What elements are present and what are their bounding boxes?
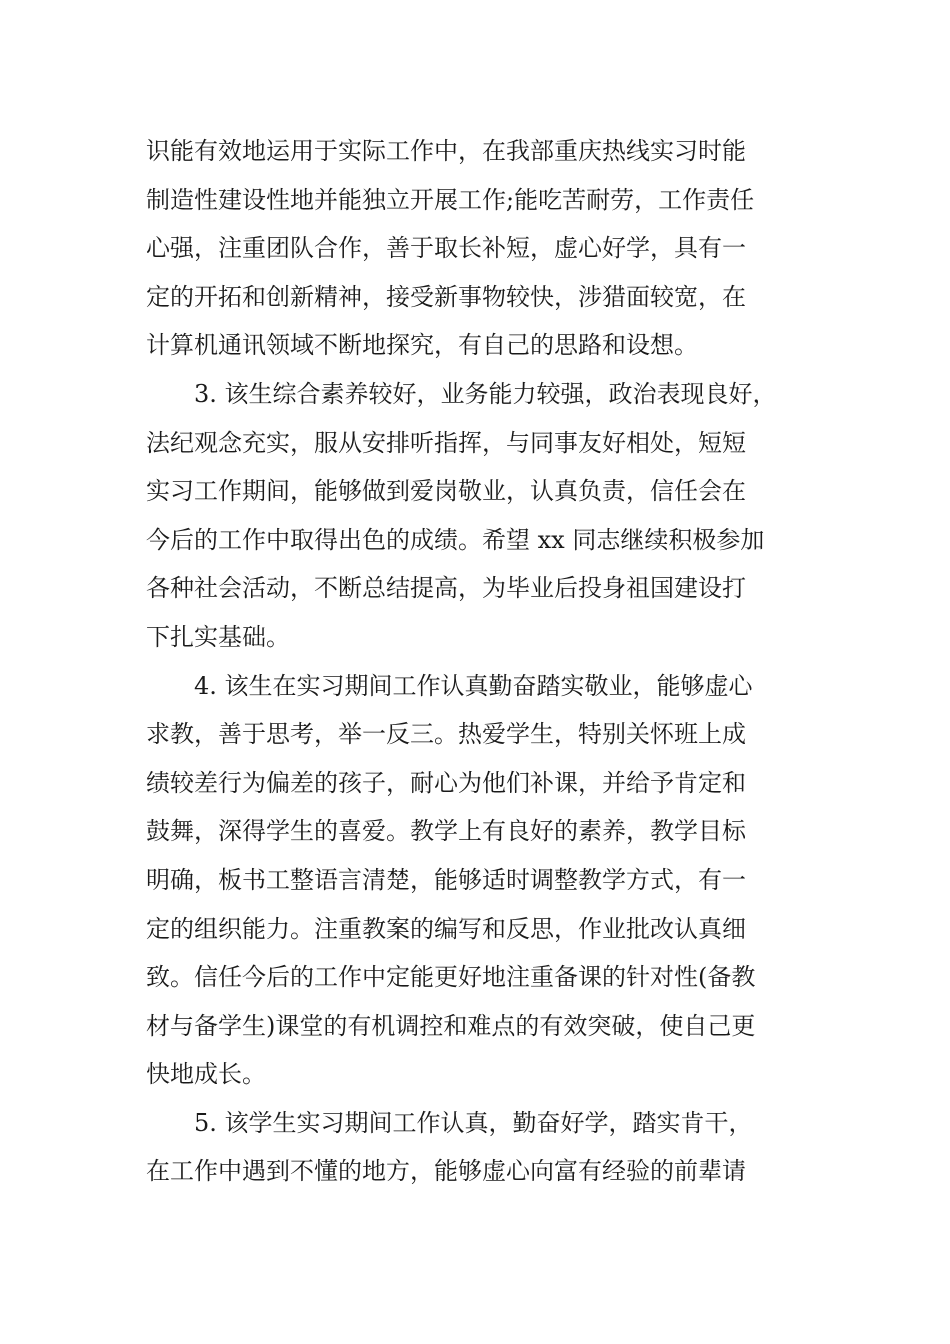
text-line: 今后的工作中取得出色的成绩。希望 xx 同志继续积极参加	[146, 525, 765, 554]
text-line: 材与备学生)课堂的有机调控和难点的有效突破，使自己更	[146, 1011, 756, 1040]
text-line: 实习工作期间，能够做到爱岗敬业，认真负责，信任会在	[146, 477, 746, 506]
paragraph-item-3	[146, 370, 826, 662]
text-line: 法纪观念充实，服从安排听指挥，与同事友好相处，短短	[146, 428, 746, 457]
text-line: 下扎实基础。	[146, 622, 290, 651]
text-line: 3. 该生综合素养较好，业务能力较强，政治表现良好，	[194, 379, 777, 408]
paragraph-continuation	[146, 127, 826, 370]
text-line: 致。信任今后的工作中定能更好地注重备课的针对性(备教	[146, 963, 756, 992]
text-line: 在工作中遇到不懂的地方，能够虚心向富有经验的前辈请	[146, 1157, 746, 1186]
text-line: 快地成长。	[146, 1060, 266, 1089]
text-line: 求教，善于思考，举一反三。热爱学生，特别关怀班上成	[146, 720, 746, 749]
text-line: 定的开拓和创新精神，接受新事物较快，涉猎面较宽，在	[146, 282, 746, 311]
text-line: 明确，板书工整语言清楚，能够适时调整教学方式，有一	[146, 865, 746, 894]
text-line: 计算机通讯领域不断地探究，有自己的思路和设想。	[146, 331, 698, 360]
text-line: 5. 该学生实习期间工作认真，勤奋好学，踏实肯干，	[194, 1108, 753, 1137]
text-line: 4. 该生在实习期间工作认真勤奋踏实敬业，能够虚心	[194, 671, 753, 700]
text-line: 制造性建设性地并能独立开展工作;能吃苦耐劳，工作责任	[146, 185, 755, 214]
text-line: 鼓舞，深得学生的喜爱。教学上有良好的素养，教学目标	[146, 817, 746, 846]
paragraph-item-5	[146, 1099, 826, 1196]
document-body	[146, 127, 826, 1196]
text-line: 绩较差行为偏差的孩子，耐心为他们补课，并给予肯定和	[146, 768, 746, 797]
text-line: 定的组织能力。注重教案的编写和反思，作业批改认真细	[146, 914, 746, 943]
text-line: 各种社会活动，不断总结提高，为毕业后投身祖国建设打	[146, 574, 746, 603]
paragraph-item-4	[146, 662, 826, 1099]
text-line: 识能有效地运用于实际工作中，在我部重庆热线实习时能	[146, 137, 746, 165]
text-line: 心强，注重团队合作，善于取长补短，虚心好学，具有一	[146, 234, 746, 263]
